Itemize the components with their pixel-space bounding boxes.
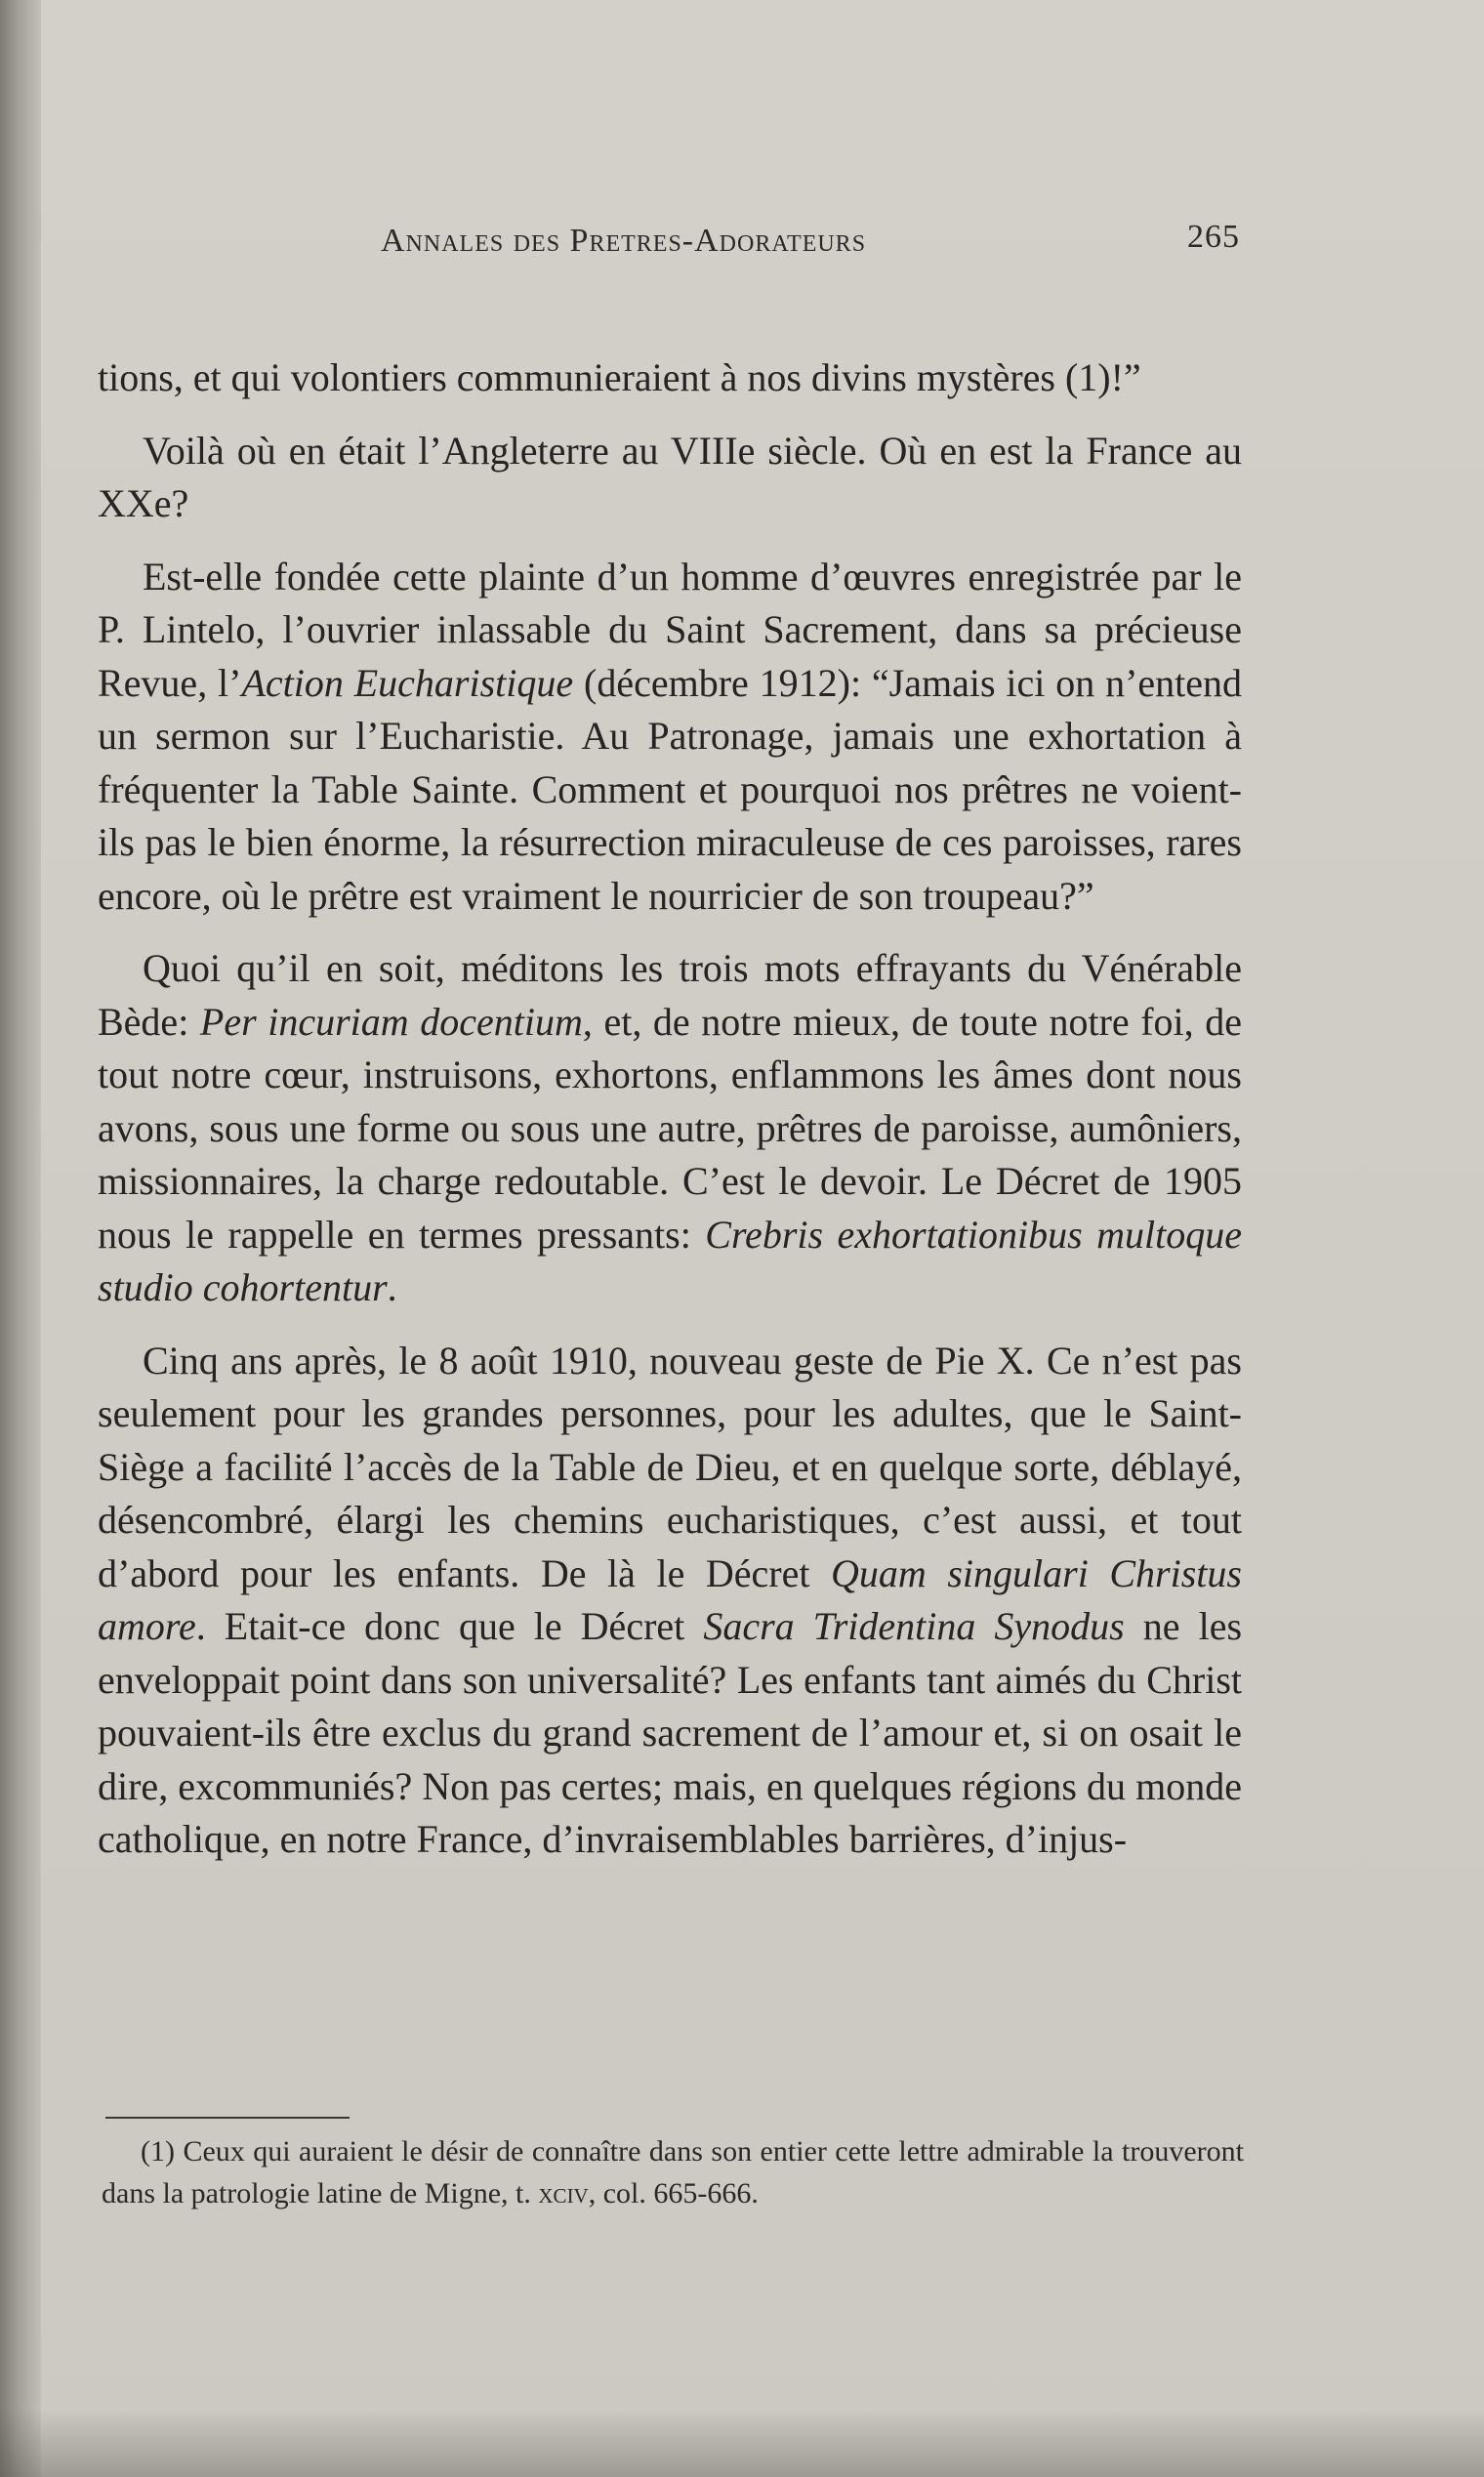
paragraph-4-italic-decree-quote: Crebris exhortationibus multoque studio cohortentur bbox=[98, 1212, 1242, 1309]
footnote-text bbox=[102, 2130, 1244, 2214]
footnote-text-a: (1) Ceux qui auraient le désir de connaître dans son entier cette lettre admirable la trouveront dans la patrologie latine de Migne, t. bbox=[102, 2135, 1244, 2209]
paragraph-5-italic-decree-2: Sacra Tridentina Synodus bbox=[703, 1604, 1125, 1648]
footnote-rule bbox=[105, 2117, 350, 2119]
page-bottom-shadow bbox=[0, 2409, 1484, 2477]
paragraph-4-italic-quote: Per incuriam docentium bbox=[199, 999, 583, 1044]
running-head bbox=[381, 219, 1269, 260]
paragraph-5-text-e: ne les enveloppait point dans son universalité? Les enfants tant aimés du Christ pouvaient-ils être exclus du grand sacrement de l’amour et, si on osait le dire, excommuniés? Non pas certes; mais, en quelques régions du monde catholique, en notre France, d’invraisemblables barrières, d’injus- bbox=[98, 1604, 1243, 1861]
paragraph-3 bbox=[98, 551, 1242, 924]
paragraph-3-italic-title: Action Eucharistique bbox=[241, 660, 574, 705]
paragraph-4-text-e: . bbox=[387, 1265, 397, 1309]
paragraph-5-italic-decree-1: Quam singulari Christus amore bbox=[98, 1550, 1242, 1648]
paragraph-3-text-c: (décembre 1912): “Jamais ici on n’entend un sermon sur l’Eucharistie. Au Patronage, jamais une exhortation à fréquenter la Table Sainte. Comment et pourquoi nos prêtres ne voient-ils pas le bien énorme, la résurrection miraculeuse de ces paroisses, rares encore, où le prêtre est vraiment le nourricier de son troupeau?” bbox=[98, 660, 1243, 918]
footnote bbox=[102, 2130, 1244, 2214]
page-number: 265 bbox=[1187, 219, 1240, 255]
paragraph-4 bbox=[98, 942, 1242, 1315]
paragraph-5-text-a: Cinq ans après, le 8 août 1910, nouveau geste de Pie X. Ce n’est pas seulement pour les grandes personnes, pour les adultes, que le Saint-Siège a facilité l’accès de la Table de Dieu, et en quelque sorte, déblayé, désencombré, élargi les chemins eucharistiques, c’est aussi, et tout d’abord pour les enfants. De là le Décret bbox=[98, 1338, 1242, 1595]
paragraph-1: tions, et qui volontiers communieraient à nos divins mystères (1)!” bbox=[98, 355, 1141, 399]
paragraph-4-text-c: , et, de notre mieux, de toute notre foi, de tout notre cœur, instruisons, exhortons, enflammons les âmes dont nous avons, sous une forme ou sous une autre, prêtres de paroisse, aumôniers, missionnaires, la charge redoutable. C’est le devoir. Le Décret de 1905 nous le rappelle en termes pressants: bbox=[98, 999, 1242, 1257]
book-binding-edge bbox=[0, 0, 41, 2477]
paragraph-4-text-a: Quoi qu’il en soit, méditons les trois mots effrayants du Vénérable Bède: bbox=[98, 946, 1242, 1044]
paragraph-5-text-c: . Etait-ce donc que le Décret bbox=[195, 1604, 704, 1648]
paragraph-3-text-a: Est-elle fondée cette plainte d’un homme d’œuvres enregistrée par le P. Lintelo, l’ouvrier inlassable du Saint Sacrement, dans sa précieuse Revue, l’ bbox=[98, 554, 1242, 705]
footnote-volume: xciv bbox=[538, 2177, 589, 2209]
footnote-text-c: , col. 665-666. bbox=[588, 2177, 759, 2209]
paragraph-2: Voilà où en était l’Angleterre au VIIIe siècle. Où en est la France au XXe? bbox=[98, 428, 1242, 525]
body-text bbox=[98, 351, 1242, 1886]
running-head-title: Annales des Pretres-Adorateurs bbox=[381, 223, 867, 259]
paragraph-5 bbox=[98, 1335, 1242, 1867]
